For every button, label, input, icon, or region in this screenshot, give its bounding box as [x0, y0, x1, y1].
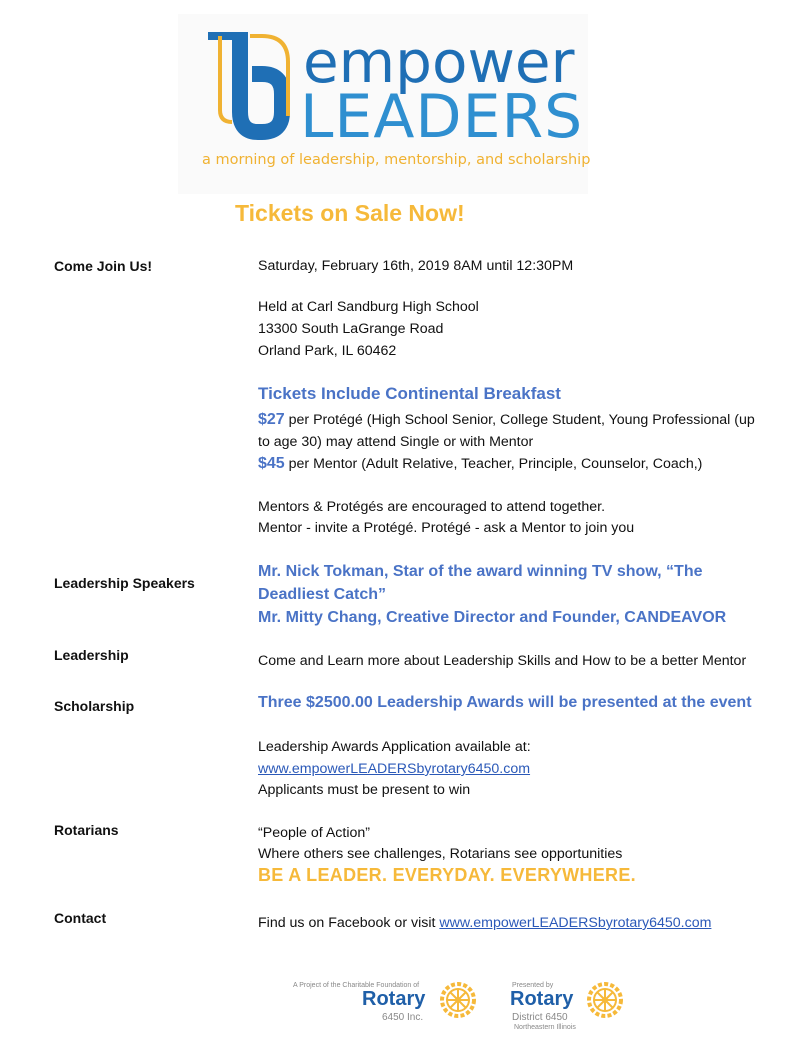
- leadership-text: Come and Learn more about Leadership Skills and How to be a better Mentor: [258, 653, 747, 669]
- rotary-wheel-icon-2: [585, 980, 625, 1020]
- footer-right-rotary: Rotary: [510, 988, 574, 1010]
- applicants-present: Applicants must be present to win: [258, 782, 471, 798]
- label-rotarians: Rotarians: [54, 822, 119, 838]
- encourage-line-1: Mentors & Protégés are encouraged to attend together.: [258, 499, 606, 515]
- footer-left-sub: 6450 Inc.: [382, 1012, 424, 1023]
- label-leadership: Leadership: [54, 647, 129, 663]
- mentor-price: $45: [258, 455, 285, 472]
- venue-line-3: Orland Park, IL 60462: [258, 343, 397, 359]
- speaker-2: Mr. Mitty Chang, Creative Director and Founder, CANDEAVOR: [258, 609, 727, 626]
- speaker-1-line-1: Mr. Nick Tokman, Star of the award winning TV show, “The: [258, 563, 703, 580]
- protege-text: per Protégé (High School Senior, College Student, Young Professional (up: [284, 412, 755, 428]
- label-speakers: Leadership Speakers: [54, 575, 195, 591]
- label-come-join: Come Join Us!: [54, 258, 153, 274]
- logo-word-leaders: LEADERS: [300, 82, 584, 152]
- speaker-1-line-2: Deadliest Catch”: [258, 586, 387, 603]
- protege-text-2: to age 30) may attend Single or with Mentor: [258, 434, 534, 450]
- mentor-text: per Mentor (Adult Relative, Teacher, Principle, Counselor, Coach,): [284, 456, 703, 472]
- logo-tagline: a morning of leadership, mentorship, and scholarship: [202, 152, 591, 168]
- rotarians-line: Where others see challenges, Rotarians see opportunities: [258, 846, 623, 862]
- empower-b-logo-icon: [200, 32, 292, 146]
- logo-word-empower: empower: [303, 28, 575, 96]
- rotary-wheel-icon: [438, 980, 478, 1020]
- application-label: Leadership Awards Application available at:: [258, 739, 531, 755]
- protege-price-line: [258, 409, 755, 431]
- contact-line: [258, 912, 711, 934]
- application-link[interactable]: www.empowerLEADERSbyrotary6450.com: [258, 761, 531, 777]
- rotarians-slogan: BE A LEADER. EVERYDAY. EVERYWHERE.: [258, 865, 636, 885]
- label-scholarship: Scholarship: [54, 698, 135, 714]
- footer-left-small: A Project of the Charitable Foundation of: [293, 982, 420, 989]
- mentor-price-line: [258, 453, 702, 475]
- contact-text: Find us on Facebook or visit: [258, 915, 440, 931]
- venue-line-2: 13300 South LaGrange Road: [258, 321, 444, 337]
- label-contact: Contact: [54, 910, 107, 926]
- event-date: Saturday, February 16th, 2019 8AM until 12:30PM: [258, 258, 574, 274]
- tickets-heading: Tickets Include Continental Breakfast: [258, 384, 561, 403]
- footer-right-small: Presented by: [512, 982, 554, 989]
- footer-right-tiny: Northeastern Illinois: [514, 1024, 576, 1031]
- protege-price: $27: [258, 411, 285, 428]
- headline: Tickets on Sale Now!: [235, 200, 465, 226]
- footer-right-sub: District 6450: [512, 1012, 568, 1023]
- contact-link[interactable]: www.empowerLEADERSbyrotary6450.com: [439, 915, 712, 931]
- rotarians-quote: “People of Action”: [258, 825, 370, 841]
- encourage-line-2: Mentor - invite a Protégé. Protégé - ask a Mentor to join you: [258, 520, 635, 536]
- scholarship-awards: Three $2500.00 Leadership Awards will be presented at the event: [258, 694, 752, 711]
- venue-line-1: Held at Carl Sandburg High School: [258, 299, 479, 315]
- footer-left-rotary: Rotary: [362, 988, 426, 1010]
